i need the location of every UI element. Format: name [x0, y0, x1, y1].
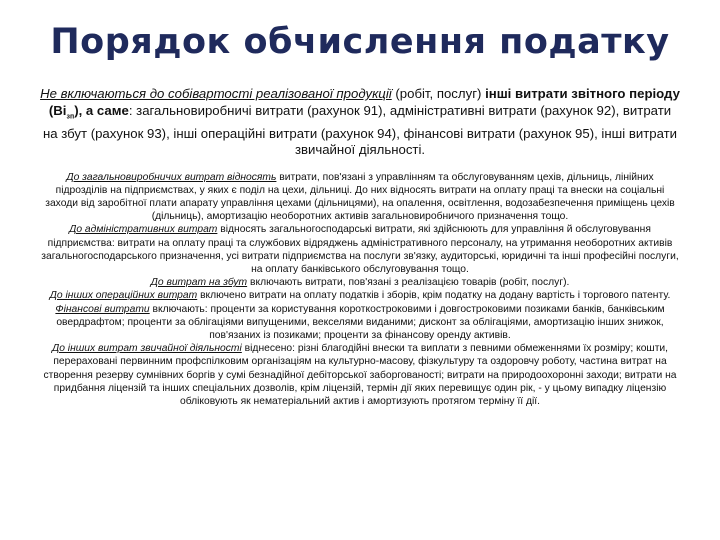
lead-bold-end: ), а саме	[74, 102, 129, 118]
term: До інших операційних витрат	[49, 290, 198, 302]
term: До витрат на збут	[150, 277, 248, 289]
paragraph-text: віднесено: різні благодійні внески та виплати з певними обмеженнями їх розміру; кошти, перераховані первинним профспілковим організаціям на культурно-масову, фізкультуру та оздоровчу роботу, частина витрат на створення резерву сумнівних боргів у сумі безнадійної дебіторської заборгованості; витрати на природоохоронні заходи; витрати на придбання ліцензій та інших спеціальних дозволів, крім ліцензій, термін дії яких перевищує один рік, - у цьому випадку ліцензію обліковують як нематеріальний актив і амортизують протягом терміну її дії.	[43, 343, 677, 408]
paragraph-text: включено витрати на оплату податків і зборів, крім податку на додану вартість і торгового патенту.	[197, 290, 671, 302]
paragraph-other-operating	[40, 289, 680, 302]
lead-bold-text: інші витрати звітного періоду (Ві	[48, 86, 680, 118]
term: Фінансові витрати	[55, 303, 150, 315]
term: До інших витрат звичайної діяльності	[51, 343, 242, 355]
paragraph-text: відносять загальногосподарські витрати, які здійснюють для управління й обслуговування підприємства: витрати на оплату праці та службових відряджень адміністративного персоналу, на утримання необоротних активів загальногосподарського призначення, усі витрати підприємства на послуги зв'язку, аудиторські, юридичні та інші професійні послуги, на оплату банківського обслуговування тощо.	[41, 224, 679, 276]
lead-text-1: (робіт, послуг)	[391, 86, 486, 101]
term: До адміністративних витрат	[69, 224, 218, 236]
paragraph-sales	[40, 276, 680, 289]
paragraph-text: включають: проценти за користування короткостроковими і довгостроковими позиками банків, банківським овердрафтом; проценти за облігаціями випущеними, векселями виданими; дисконт за облігаціями, амортизацію інших знижок, пов'язаних із позиками; проценти за фінансову оренду активів.	[56, 303, 665, 342]
paragraph-overhead	[40, 171, 680, 224]
paragraph-other-ordinary	[40, 342, 680, 408]
lead-paragraph	[40, 86, 680, 159]
lead-rest: : загальновиробничі витрати (рахунок 91), адміністративні витрати (рахунок 92), витрати на збут (рахунок 93), інші операційні витрати (рахунок 94), фінансові витрати (рахунок 95), інші витрати звичайної діяльності.	[42, 102, 678, 158]
paragraph-text: включають витрати, пов'язані з реалізацією товарів (робіт, послуг).	[247, 277, 570, 289]
paragraph-text: витрати, пов'язані з управлінням та обслуговуванням цехів, дільниць, лінійних підрозділів на підприємствах, у яких є поділ на цехи, дільниці. До них відносять витрати на оплату праці та внески на соціальні заходи від заробітної плати апарату управління цехами (дільницями), на опалення, освітлення, водозабезпечення приміщень цехів (дільниць), амортизацію необоротних активів загальновиробничого призначення тощо.	[45, 171, 675, 223]
lead-italic: Не включаються до собівартості реалізованої продукції	[40, 86, 392, 101]
lead-subscript: зп	[66, 113, 75, 121]
page-title: Порядок обчислення податку	[50, 22, 670, 62]
term: До загальновиробничих витрат відносять	[66, 171, 277, 183]
paragraph-admin	[40, 223, 680, 276]
paragraph-financial	[40, 303, 680, 343]
body-text	[40, 171, 680, 409]
